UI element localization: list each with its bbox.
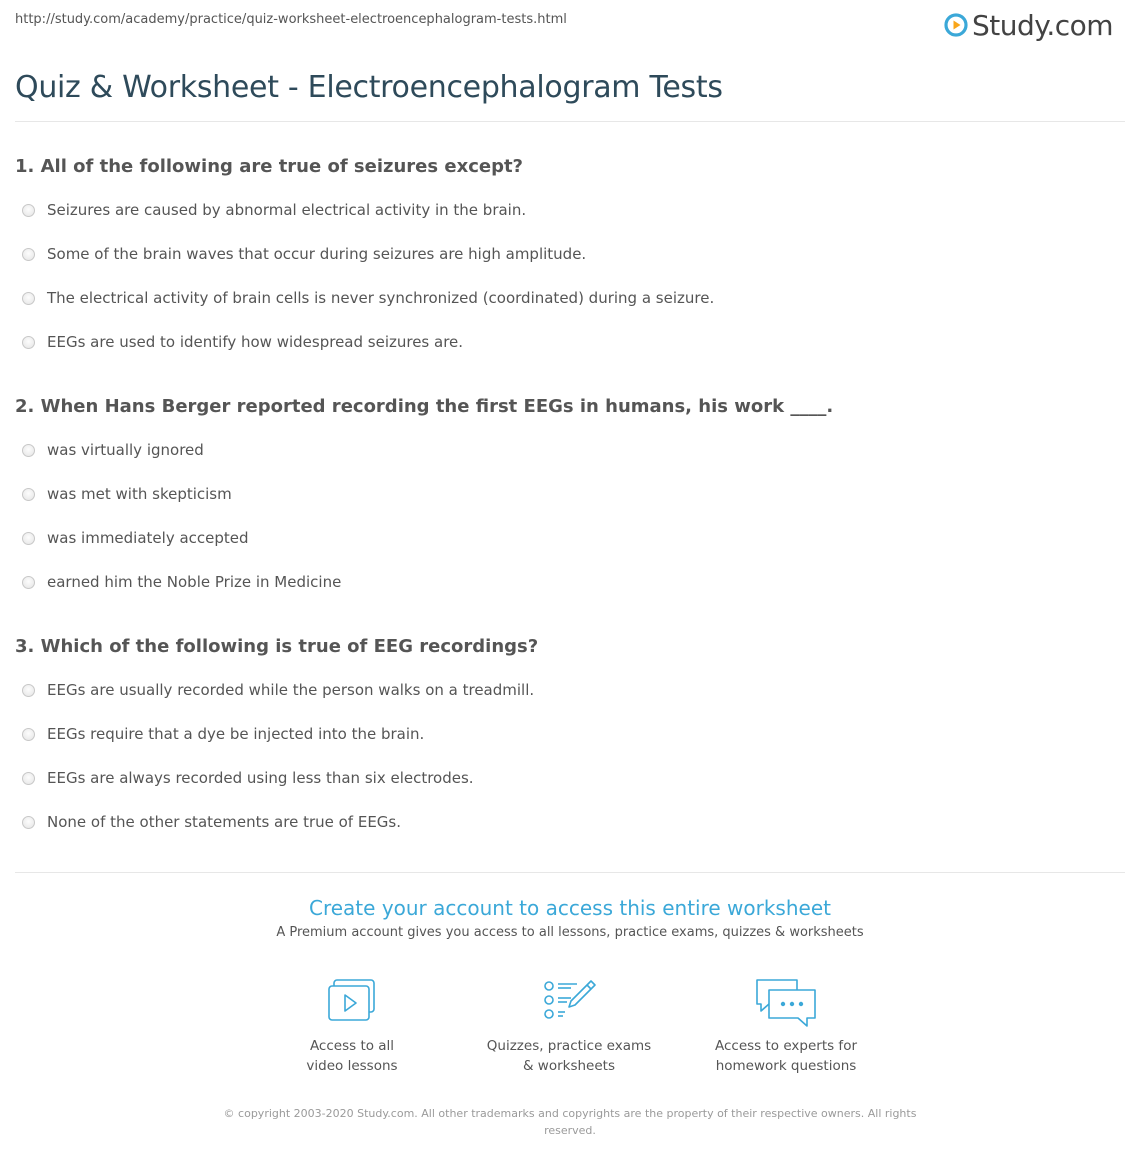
radio-button[interactable] — [22, 292, 35, 305]
option-label: EEGs require that a dye be injected into the brain. — [47, 725, 425, 743]
create-account-link[interactable]: Create your account to access this entire worksheet — [309, 896, 831, 920]
answer-option[interactable] — [22, 723, 424, 745]
section-divider — [15, 872, 1125, 873]
option-label: None of the other statements are true of EEGs. — [47, 813, 402, 831]
radio-button[interactable] — [22, 204, 35, 217]
feature-text: & worksheets — [522, 1058, 615, 1074]
option-label: EEGs are used to identify how widespread seizures are. — [47, 333, 464, 351]
radio-button[interactable] — [22, 728, 35, 741]
option-label: was immediately accepted — [47, 529, 249, 547]
option-label: was met with skepticism — [47, 485, 232, 503]
premium-description: A Premium account gives you access to all lessons, practice exams, quizzes & worksheets — [276, 925, 864, 940]
radio-button[interactable] — [22, 684, 35, 697]
logo-text: Study.com — [972, 8, 1114, 42]
feature-video-lessons — [252, 978, 452, 1076]
answer-option[interactable] — [22, 767, 474, 789]
answer-option[interactable] — [22, 199, 526, 221]
radio-button[interactable] — [22, 772, 35, 785]
radio-button[interactable] — [22, 532, 35, 545]
answer-option[interactable] — [22, 243, 586, 265]
feature-text: video lessons — [306, 1058, 398, 1074]
question-2: 2. When Hans Berger reported recording the first EEGs in humans, his work ____. — [15, 396, 834, 417]
radio-button[interactable] — [22, 816, 35, 829]
answer-option[interactable] — [22, 287, 714, 309]
play-circle-icon — [944, 13, 968, 37]
answer-option[interactable] — [22, 811, 401, 833]
chat-bubbles-icon — [753, 978, 819, 1028]
copyright-line: © copyright 2003-2020 Study.com. All other trademarks and copyrights are the property of their respective owners. All rights — [223, 1107, 917, 1120]
feature-text: Quizzes, practice exams — [486, 1038, 652, 1054]
answer-option[interactable] — [22, 331, 463, 353]
feature-text: homework questions — [715, 1058, 857, 1074]
radio-button[interactable] — [22, 576, 35, 589]
radio-button[interactable] — [22, 488, 35, 501]
copyright-line: reserved. — [544, 1124, 596, 1137]
copyright-notice — [215, 1105, 925, 1139]
question-3: 3. Which of the following is true of EEG recordings? — [15, 636, 539, 657]
option-label: Seizures are caused by abnormal electrical activity in the brain. — [47, 201, 527, 219]
page-url: http://study.com/academy/practice/quiz-worksheet-electroencephalogram-tests.html — [15, 12, 567, 27]
feature-experts — [686, 978, 886, 1076]
radio-button[interactable] — [22, 444, 35, 457]
study-logo[interactable] — [944, 8, 1113, 42]
page-title: Quiz & Worksheet - Electroencephalogram Tests — [15, 70, 723, 105]
option-label: EEGs are usually recorded while the person walks on a treadmill. — [47, 681, 535, 699]
quiz-list-icon — [541, 978, 597, 1022]
option-label: was virtually ignored — [47, 441, 204, 459]
video-lessons-icon — [326, 978, 378, 1022]
option-label: EEGs are always recorded using less than six electrodes. — [47, 769, 474, 787]
option-label: The electrical activity of brain cells is never synchronized (coordinated) during a seizure. — [47, 289, 715, 307]
question-1: 1. All of the following are true of seizures except? — [15, 156, 523, 177]
title-divider — [15, 121, 1125, 122]
answer-option[interactable] — [22, 527, 249, 549]
answer-option[interactable] — [22, 571, 341, 593]
option-label: earned him the Noble Prize in Medicine — [47, 573, 342, 591]
answer-option[interactable] — [22, 679, 534, 701]
radio-button[interactable] — [22, 336, 35, 349]
feature-text: Access to experts for — [714, 1038, 857, 1054]
feature-text: Access to all — [309, 1038, 395, 1054]
answer-option[interactable] — [22, 439, 204, 461]
answer-option[interactable] — [22, 483, 232, 505]
feature-quizzes — [469, 978, 669, 1076]
radio-button[interactable] — [22, 248, 35, 261]
option-label: Some of the brain waves that occur during seizures are high amplitude. — [47, 245, 587, 263]
